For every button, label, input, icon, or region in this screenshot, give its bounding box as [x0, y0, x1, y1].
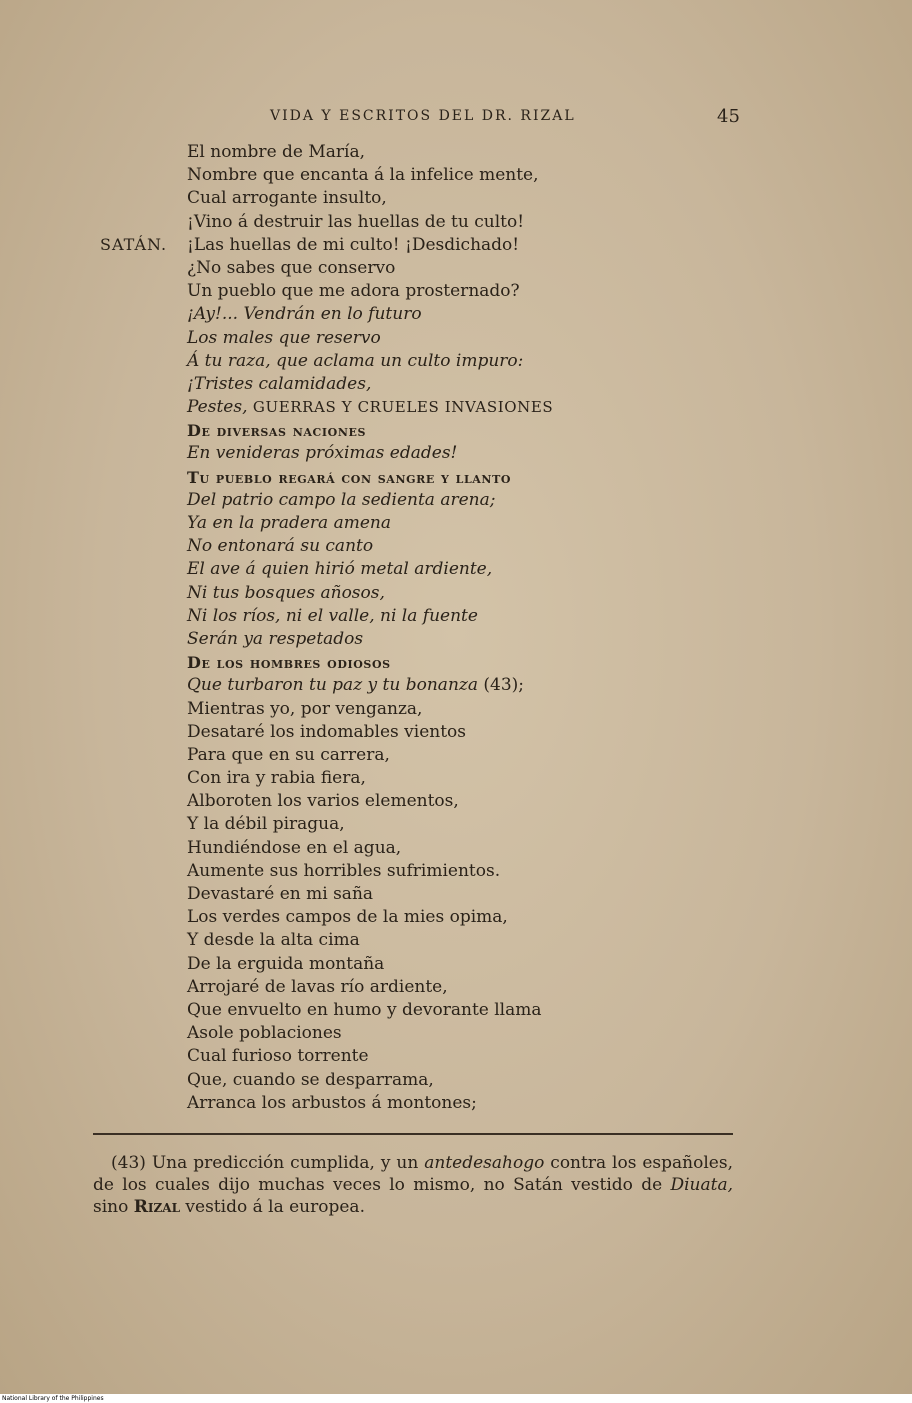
running-title: VIDA Y ESCRITOS DEL DR. RIZAL: [270, 108, 576, 124]
poem-line: De la erguida montaña: [187, 953, 385, 974]
poem-line: Los males que reservo: [187, 327, 381, 348]
footnote-text: vestido á la europea.: [185, 1197, 365, 1217]
poem-line: Mientras yo, por venganza,: [187, 698, 423, 719]
poem-line: Y la débil piragua,: [187, 814, 345, 835]
poem-line: Hundiéndose en el agua,: [187, 837, 402, 858]
poem-line: En venideras próximas edades!: [187, 443, 458, 464]
library-credit: National Library of the Philippines: [0, 1394, 912, 1403]
footnote-text: contra los españoles, de los cuales dijo muchas veces lo mismo, no Satán vestido de: [93, 1153, 733, 1195]
poem-line: Que turbaron tu paz y tu bonanza (43);: [187, 675, 525, 696]
poem-line: Ya en la pradera amena: [187, 513, 391, 533]
poem-line: Serán ya respetados: [187, 628, 364, 649]
poem-line: De diversas naciones: [187, 421, 367, 441]
poem-line: No entonará su canto: [187, 536, 374, 557]
poem-line: De los hombres odiosos: [187, 653, 391, 673]
poem-line: Cual arrogante insulto,: [187, 188, 387, 209]
poem-line: Aumente sus horribles sufrimientos.: [187, 860, 501, 881]
poem-line: Asole poblaciones: [187, 1023, 342, 1044]
poem-line: Cual furioso torrente: [187, 1046, 369, 1067]
poem-line: Pestes, GUERRAS Y CRUELES INVASIONES: [187, 397, 554, 418]
poem-line: Un pueblo que me adora prosternado?: [187, 281, 520, 302]
poem-line: Y desde la alta cima: [187, 930, 360, 951]
poem-line: El ave á quien hirió metal ardiente,: [187, 559, 493, 580]
poem-line: Ni tus bosques añosos,: [187, 582, 385, 603]
poem-line: Devastaré en mi saña: [187, 884, 374, 904]
poem-line: Que envuelto en humo y devorante llama: [187, 999, 542, 1020]
poem-line: Tu pueblo regará con sangre y llanto: [187, 467, 512, 487]
poem-line: ¡Las huellas de mi culto! ¡Desdichado!: [187, 234, 520, 255]
footnote-italic-word: Diuata,: [670, 1175, 733, 1195]
poem-line: Para que en su carrera,: [187, 744, 390, 765]
poem-line: Desataré los indomables vientos: [187, 721, 467, 742]
speaker-label: SATÁN.: [100, 235, 168, 254]
poem-line: Del patrio campo la sedienta arena;: [187, 489, 496, 510]
footnote: [93, 1152, 733, 1218]
page-number: 45: [717, 106, 740, 127]
poem-line: Á tu raza, que aclama un culto impuro:: [187, 350, 524, 371]
poem-line: Que, cuando se desparrama,: [187, 1069, 434, 1090]
footnote-author-name: Rizal: [133, 1197, 181, 1217]
poem-line: Ni los ríos, ni el valle, ni la fuente: [187, 605, 478, 626]
poem-line: Con ira y rabia fiera,: [187, 768, 366, 789]
poem-line: ¿No sabes que conservo: [187, 257, 396, 278]
footnote-text: sino: [93, 1197, 129, 1217]
poem-line: Arrojaré de lavas río ardiente,: [187, 976, 448, 997]
footnote-rule: [93, 1133, 733, 1135]
poem-line: Los verdes campos de la mies opima,: [187, 907, 508, 928]
poem-line: El nombre de María,: [187, 142, 366, 162]
poem-line: ¡Vino á destruir las huellas de tu culto!: [187, 211, 525, 232]
footnote-number: (43): [111, 1153, 146, 1173]
poem-line: ¡Ay!... Vendrán en lo futuro: [187, 304, 422, 325]
footnote-italic-word: antedesahogo: [424, 1153, 545, 1173]
poem-line: Nombre que encanta á la infelice mente,: [187, 165, 539, 186]
poem-line: Alboroten los varios elementos,: [187, 791, 459, 812]
poem-line: Arranca los arbustos á montones;: [187, 1092, 477, 1113]
footnote-text: Una predicción cumplida, y un: [151, 1153, 419, 1173]
poem-line: ¡Tristes calamidades,: [187, 373, 372, 394]
poem-text: [187, 141, 607, 1115]
